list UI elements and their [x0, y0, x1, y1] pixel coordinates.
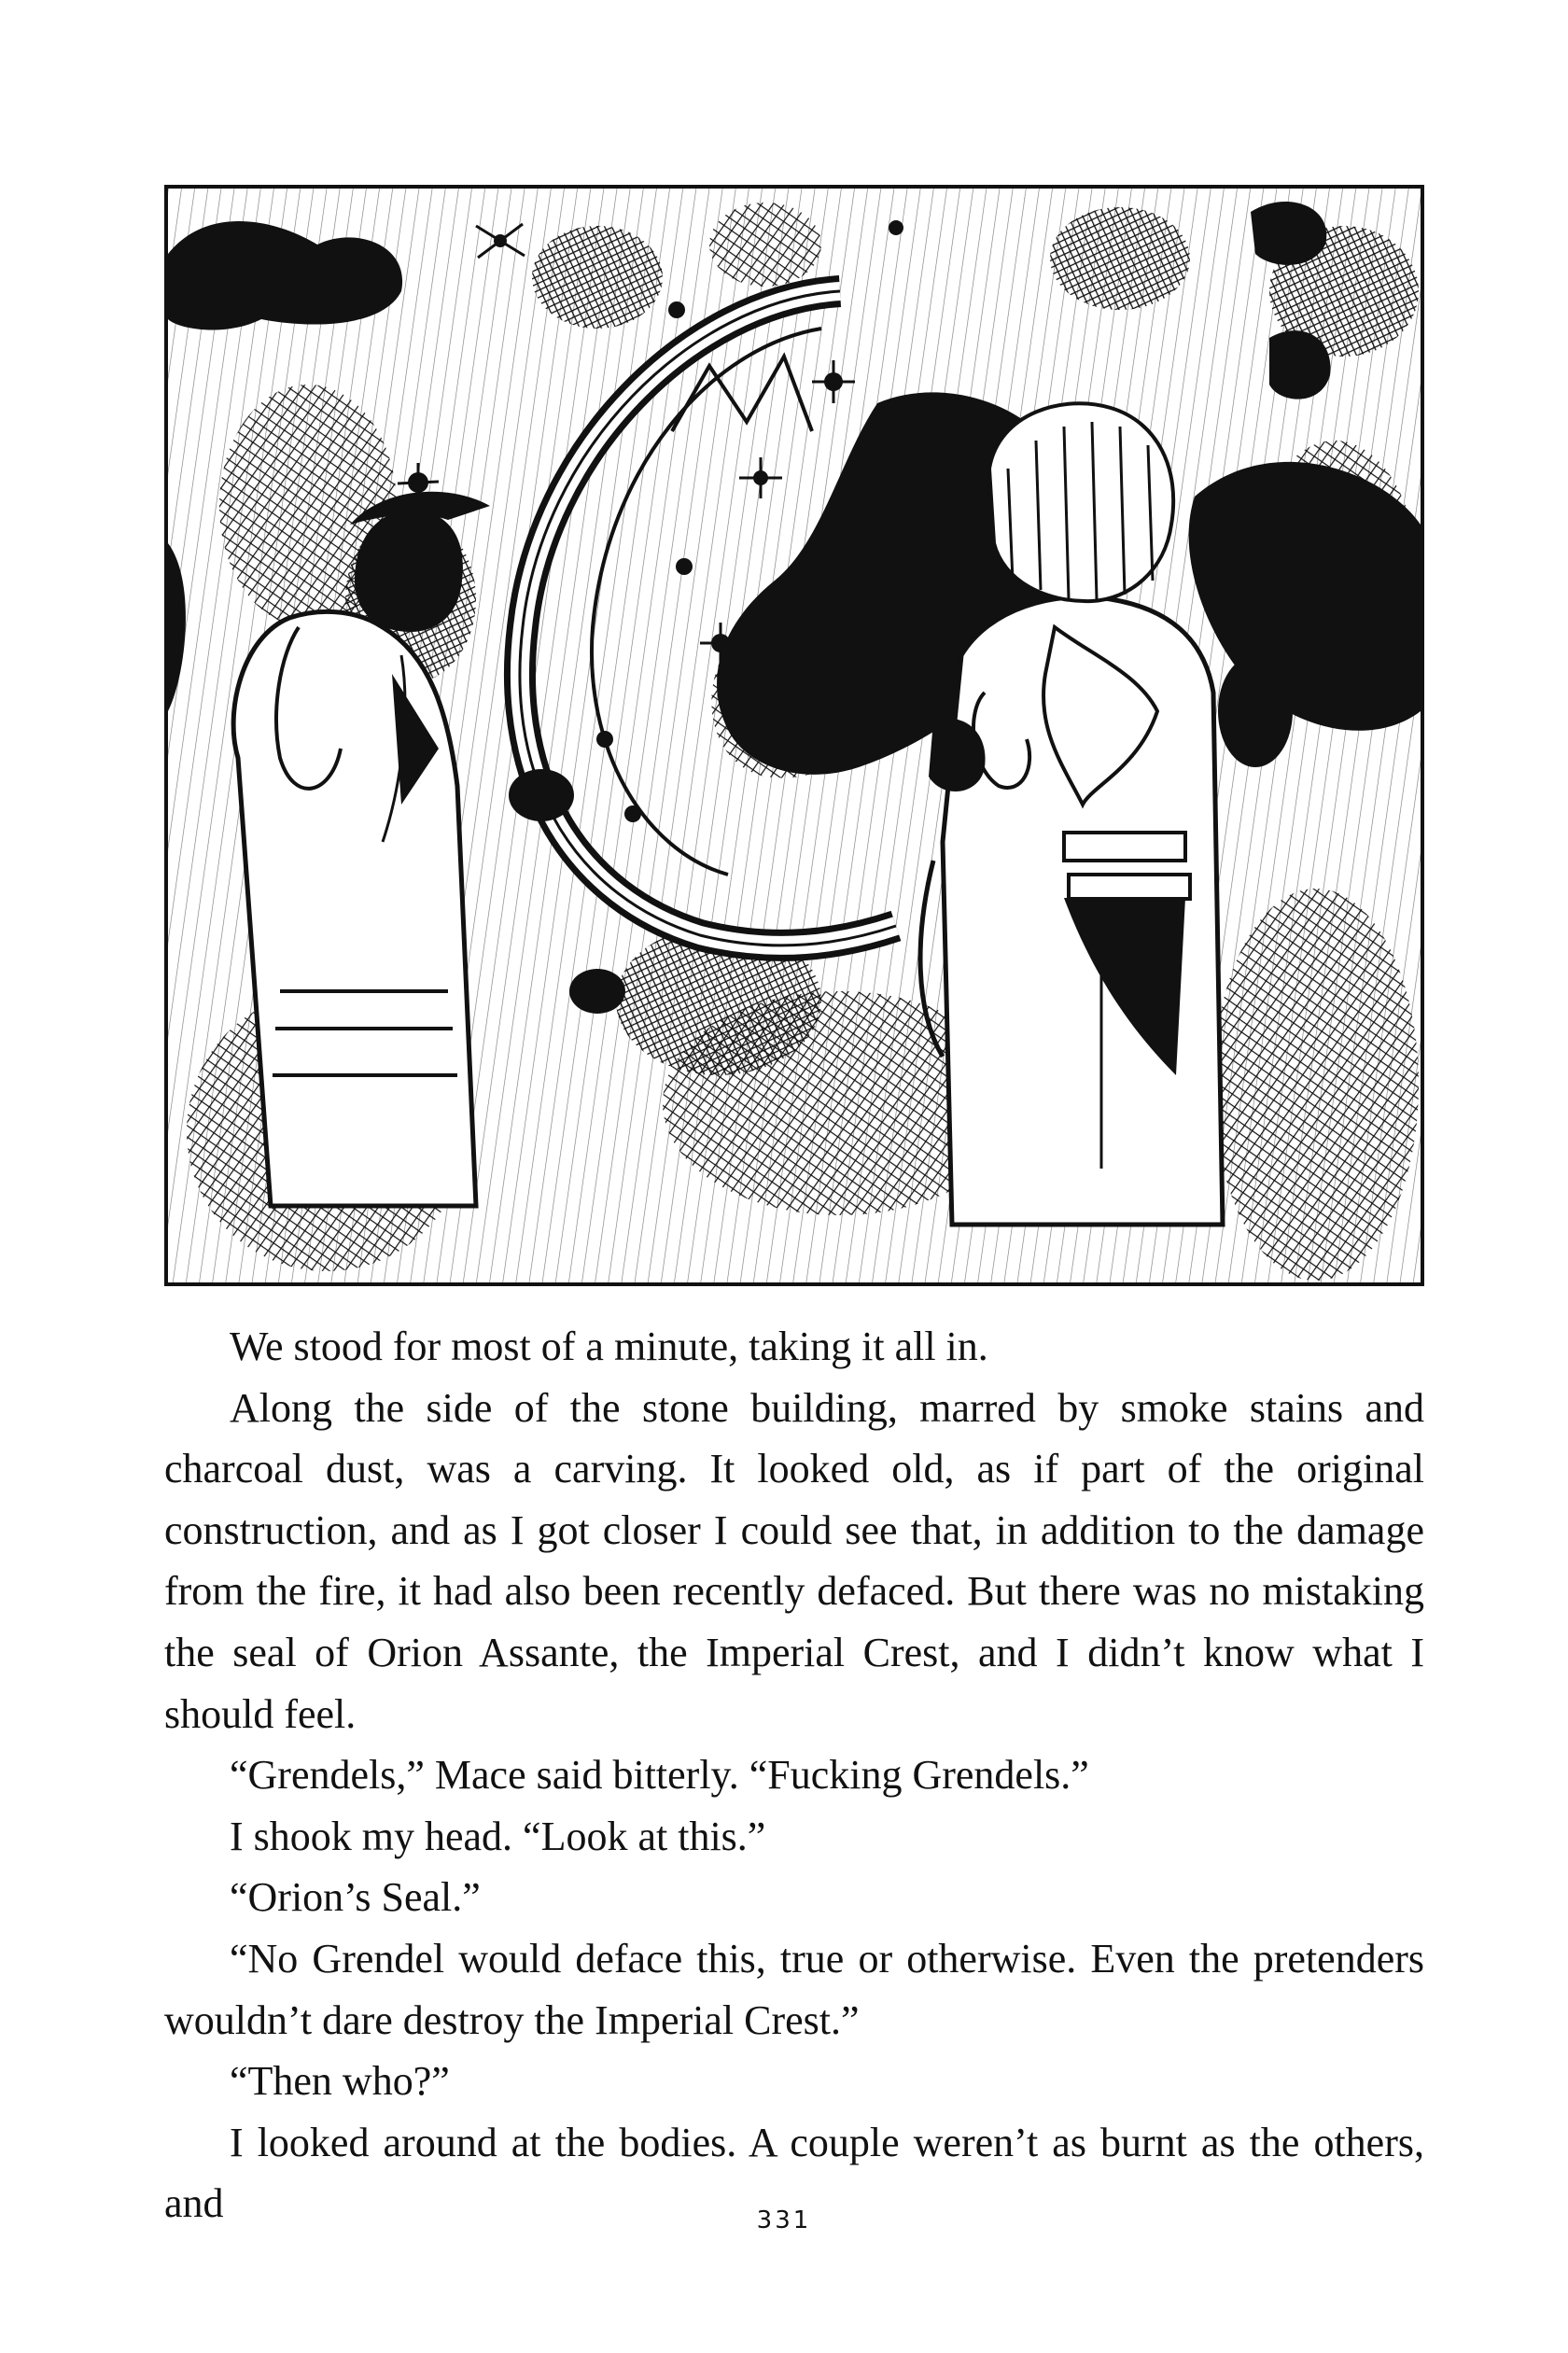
paragraph: “Grendels,” Mace said bitterly. “Fucking Grendels.” — [230, 1752, 1089, 1799]
paragraph: I shook my head. “Look at this.” — [230, 1813, 766, 1859]
paragraph: “Orion’s Seal.” — [230, 1874, 481, 1921]
body-text — [164, 1316, 1424, 2234]
paragraph: We stood for most of a minute, taking it all in. — [230, 1324, 988, 1369]
paragraph: “No Grendel would deface this, true or otherwise. Even the pretenders wouldn’t dare destroy the Imperial Crest.” — [164, 1935, 1424, 2043]
illustration-panel — [164, 185, 1424, 1286]
page-number: 331 — [756, 2206, 812, 2234]
paragraph: Along the side of the stone building, marred by smoke stains and charcoal dust, was a carving. It looked old, as if part of the original construction, and as I got closer I could see that, in addition to the damage from the fire, it had also been recently defaced. But there was no mistaking the seal of Orion Assante, the Imperial Crest, and I didn’t know what I should feel. — [164, 1384, 1424, 1737]
paragraph: I looked around at the bodies. A couple weren’t as burnt as the others, and — [164, 2119, 1424, 2227]
ink-illustration — [168, 189, 1421, 1282]
paragraph: “Then who?” — [230, 2058, 450, 2105]
